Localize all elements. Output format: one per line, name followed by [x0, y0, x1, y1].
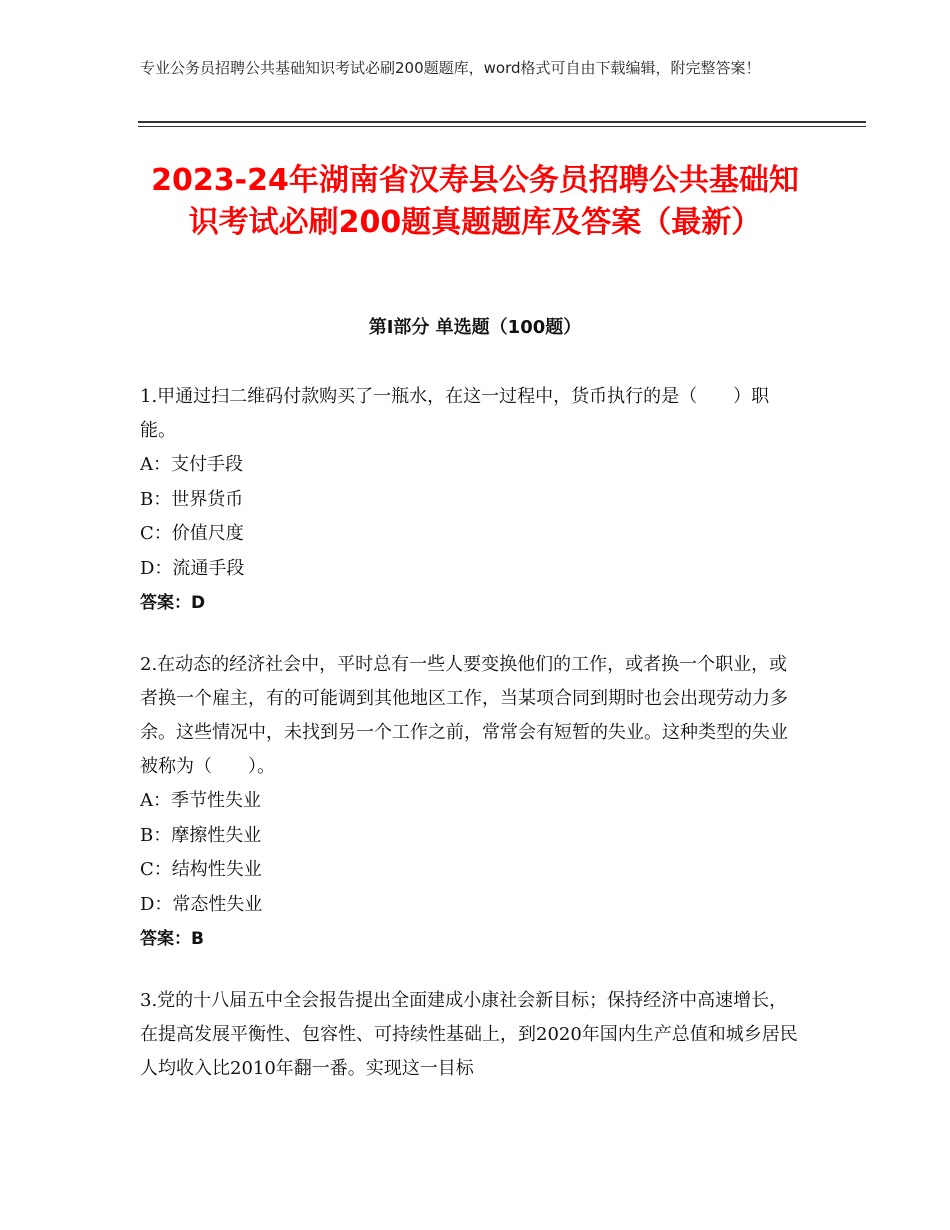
question-1 — [140, 380, 800, 620]
question-text: 2.在动态的经济社会中，平时总有一些人要变换他们的工作，或者换一个职业，或者换一个雇主，有的可能调到其他地区工作，当某项合同到期时也会出现劳动力多余。这些情况中，未找到另一个工作之前，常常会有短暂的失业。这种类型的失业被称为（ ）。 — [140, 654, 788, 777]
answer: 答案：B — [140, 929, 204, 949]
answer: 答案：D — [140, 593, 206, 613]
question-3 — [140, 984, 800, 1086]
question-2 — [140, 648, 800, 956]
option-a: A：季节性失业 — [140, 790, 261, 811]
option-d: D：流通手段 — [140, 557, 245, 579]
option-c: C：结构性失业 — [140, 859, 262, 880]
option-b: B：世界货币 — [140, 488, 244, 510]
question-text: 1.甲通过扫二维码付款购买了一瓶水，在这一过程中，货币执行的是（ ）职能。 — [140, 386, 770, 441]
document-title: 2023-24年湖南省汉寿县公务员招聘公共基础知识考试必刷200题真题题库及答案（最新） — [151, 163, 799, 240]
question-list — [140, 380, 800, 1114]
header-divider-thick — [138, 121, 866, 123]
option-b: B：摩擦性失业 — [140, 824, 262, 846]
header-note: 专业公务员招聘公共基础知识考试必刷200题题库，word格式可自由下载编辑，附完整答案！ — [140, 59, 761, 77]
option-a: A：支付手段 — [140, 454, 243, 475]
header-divider-thin — [138, 126, 866, 127]
option-c: C：价值尺度 — [140, 523, 244, 544]
section-title: 第I部分 单选题（100题） — [368, 317, 582, 338]
question-text: 3.党的十八届五中全会报告提出全面建成小康社会新目标；保持经济中高速增长，在提高发展平衡性、包容性、可持续性基础上，到2020年国内生产总值和城乡居民人均收入比2010年翻一番。实现这一目标 — [140, 990, 798, 1079]
option-d: D：常态性失业 — [140, 893, 263, 915]
